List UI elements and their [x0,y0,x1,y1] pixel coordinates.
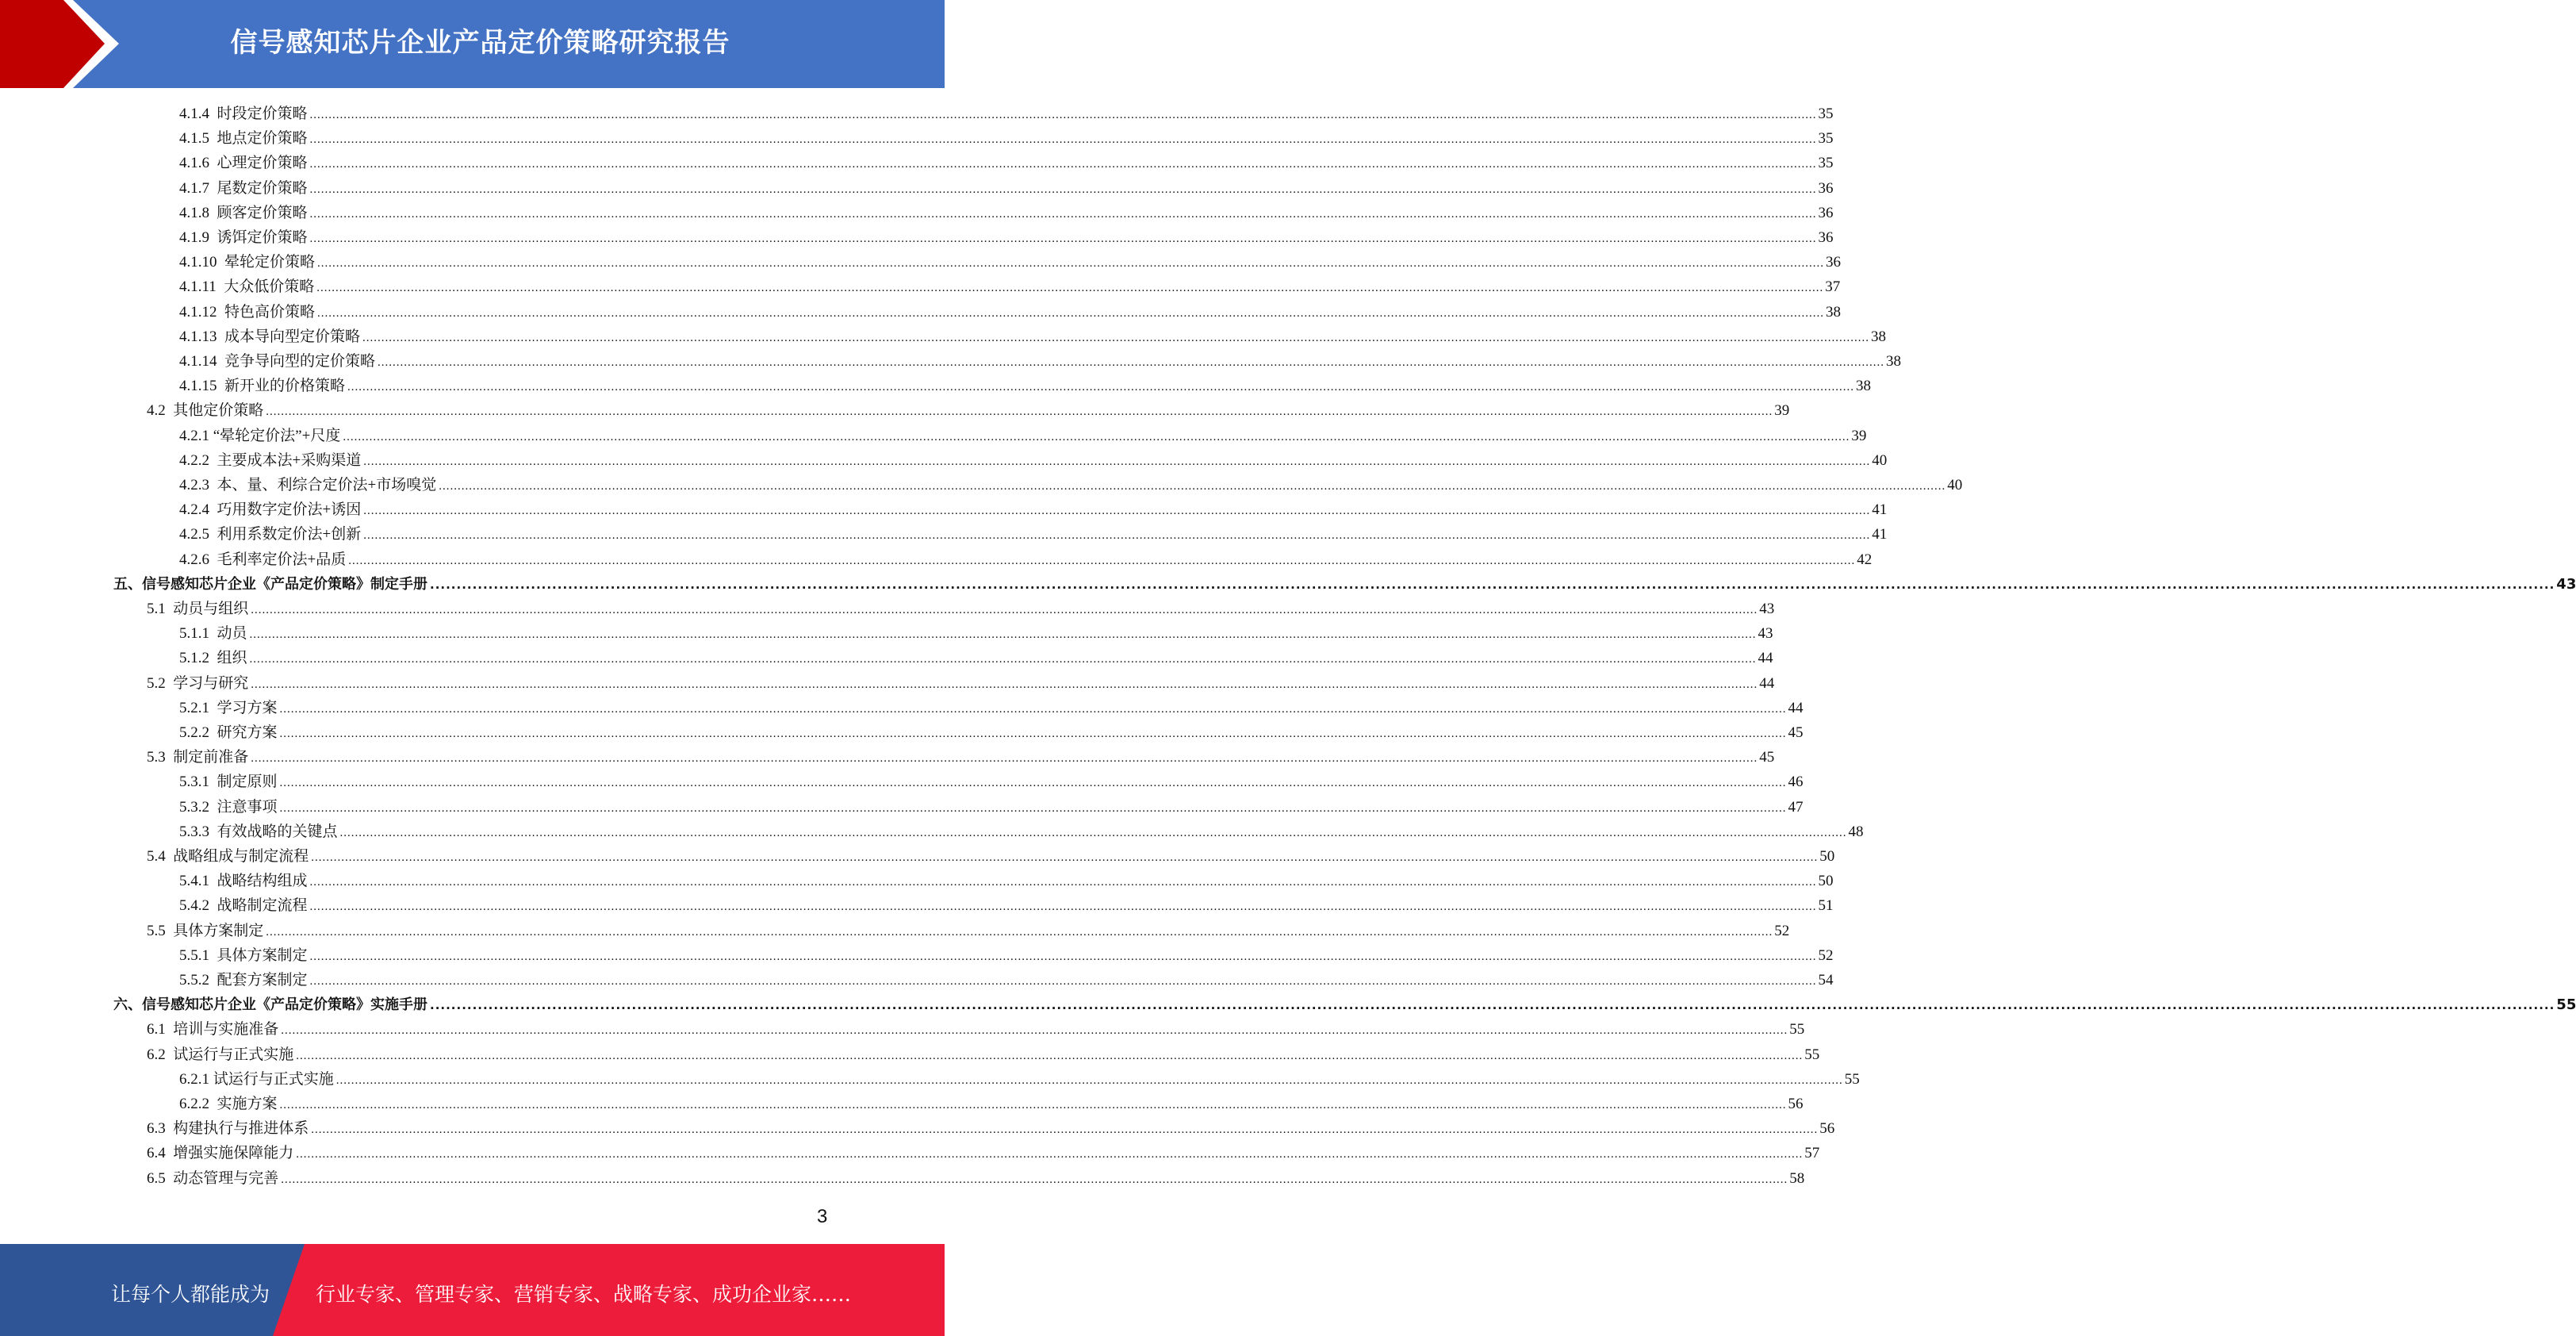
toc-entry[interactable] [147,1116,1835,1141]
toc-entry[interactable] [179,176,1834,201]
toc-leader-dots: ................................................................................................................................................................................................................................................................................................................................................................................................................ [309,208,1817,221]
toc-entry-page: 57 [1804,1145,1820,1161]
toc-entry-label: 5.5.2 配套方案制定 [179,972,308,989]
toc-entry[interactable] [147,844,1835,869]
toc-entry[interactable] [147,597,1775,621]
toc-entry-label: 4.1.13 成本导向型定价策略 [179,328,361,345]
toc-entry[interactable] [179,448,1888,473]
toc-entry[interactable] [147,398,1790,423]
toc-entry[interactable] [179,473,1963,497]
toc-entry-label: 5.3.3 有效战略的关键点 [179,823,338,840]
toc-leader-dots: ................................................................................................................................................................................................................................................................................................................................................................................................................ [279,728,1787,740]
toc-leader-dots: ................................................................................................................................................................................................................................................................................................................................................................................................................ [279,777,1787,789]
toc-leader-dots: ................................................................................................................................................................................................................................................................................................................................................................................................................ [430,578,2555,592]
toc-entry[interactable] [179,349,1902,374]
footer-slogan-right: 行业专家、管理专家、营销专家、战略专家、成功企业家…… [316,1283,852,1306]
toc-leader-dots: ................................................................................................................................................................................................................................................................................................................................................................................................................ [279,1099,1787,1111]
toc-entry-label: 5.1 动员与组织 [147,601,249,617]
toc-entry[interactable] [179,151,1834,175]
toc-entry-label: 4.2 其他定价策略 [147,402,264,419]
toc-entry-page: 44 [1758,650,1773,666]
toc-entry[interactable] [147,1166,1805,1191]
report-title: 信号感知芯片企业产品定价策略研究报告 [230,27,730,59]
toc-entry[interactable] [179,720,1804,745]
toc-leader-dots: ................................................................................................................................................................................................................................................................................................................................................................................................................ [251,752,1758,765]
toc-entry[interactable] [179,497,1888,522]
toc-entry-page: 39 [1774,402,1790,419]
toc-entry-page: 40 [1872,452,1888,469]
toc-leader-dots: ................................................................................................................................................................................................................................................................................................................................................................................................................ [316,282,1824,294]
toc-leader-dots: ................................................................................................................................................................................................................................................................................................................................................................................................................ [309,950,1817,963]
toc-entry[interactable] [179,126,1834,151]
toc-entry-label: 5.2.1 学习方案 [179,700,278,716]
toc-entry-page: 55 [1844,1071,1860,1088]
toc-entry[interactable] [179,820,1864,844]
toc-entry[interactable] [179,869,1834,893]
toc-entry-page: 55 [1804,1046,1820,1063]
toc-entry-label: 4.1.4 时段定价策略 [179,106,308,122]
toc-entry-page: 36 [1826,254,1842,271]
toc-entry-label: 5.3.2 注意事项 [179,799,278,816]
page-header [0,0,945,88]
toc-leader-dots: ................................................................................................................................................................................................................................................................................................................................................................................................................ [249,628,1757,641]
toc-entry-label: 4.2.2 主要成本法+采购渠道 [179,452,362,469]
toc-leader-dots: ................................................................................................................................................................................................................................................................................................................................................................................................................ [439,480,1946,493]
toc-entry-label: 4.1.15 新开业的价格策略 [179,378,346,394]
toc-leader-dots: ................................................................................................................................................................................................................................................................................................................................................................................................................ [309,876,1817,889]
toc-entry-label: 5.3 制定前准备 [147,749,249,766]
toc-leader-dots: ................................................................................................................................................................................................................................................................................................................................................................................................................ [311,1123,1819,1136]
toc-leader-dots: ................................................................................................................................................................................................................................................................................................................................................................................................................ [266,926,1773,939]
toc-entry-page: 55 [2556,996,2576,1013]
toc-entry-label: 4.1.8 顾客定价策略 [179,205,308,221]
toc-entry-page: 38 [1871,328,1887,345]
toc-entry[interactable] [147,919,1790,943]
toc-entry-page: 36 [1818,180,1834,197]
toc-leader-dots: ................................................................................................................................................................................................................................................................................................................................................................................................................ [309,232,1817,245]
toc-leader-dots: ................................................................................................................................................................................................................................................................................................................................................................................................................ [281,1024,1788,1037]
toc-entry-page: 56 [1819,1120,1835,1137]
toc-entry-page: 35 [1818,106,1834,122]
toc-entry-page: 38 [1886,353,1902,370]
toc-leader-dots: ................................................................................................................................................................................................................................................................................................................................................................................................................ [309,183,1817,196]
toc-entry[interactable] [179,274,1841,299]
toc-leader-dots: ................................................................................................................................................................................................................................................................................................................................................................................................................ [309,900,1817,913]
toc-leader-dots: ................................................................................................................................................................................................................................................................................................................................................................................................................ [363,455,1871,468]
toc-entry[interactable] [179,621,1773,646]
toc-entry-page: 51 [1818,897,1834,914]
toc-entry-page: 43 [1759,601,1775,617]
toc-leader-dots: ................................................................................................................................................................................................................................................................................................................................................................................................................ [251,604,1758,616]
toc-entry-page: 36 [1818,229,1834,246]
toc-leader-dots: ................................................................................................................................................................................................................................................................................................................................................................................................................ [362,332,1870,344]
toc-entry-label: 6.5 动态管理与完善 [147,1170,279,1187]
toc-entry-page: 35 [1818,130,1834,147]
toc-entry-label: 5.4.1 战略结构组成 [179,873,308,889]
toc-entry[interactable] [179,250,1842,274]
toc-entry-page: 43 [2556,576,2576,593]
toc-entry-label: 4.1.11 大众低价策略 [179,278,315,295]
toc-entry-page: 44 [1759,675,1775,692]
toc-entry-label: 4.2.6 毛利率定价法+品质 [179,551,347,568]
toc-leader-dots: ................................................................................................................................................................................................................................................................................................................................................................................................................ [363,529,1871,542]
toc-entry-page: 35 [1818,155,1834,171]
toc-leader-dots: ................................................................................................................................................................................................................................................................................................................................................................................................................ [317,257,1825,270]
toc-leader-dots: ................................................................................................................................................................................................................................................................................................................................................................................................................ [266,405,1773,418]
toc-leader-dots: ................................................................................................................................................................................................................................................................................................................................................................................................................ [363,505,1871,517]
toc-entry-label: 5.5.1 具体方案制定 [179,947,308,964]
toc-entry-page: 41 [1872,526,1888,543]
toc-entry[interactable] [179,943,1834,968]
footer-slogan-left: 让每个人都能成为 [111,1283,270,1306]
toc-entry-page: 36 [1818,205,1834,221]
toc-leader-dots: ................................................................................................................................................................................................................................................................................................................................................................................................................ [249,653,1757,666]
toc-entry-label: 5.5 具体方案制定 [147,923,264,939]
toc-leader-dots: ................................................................................................................................................................................................................................................................................................................................................................................................................ [309,133,1817,146]
toc-entry[interactable] [179,102,1834,126]
toc-entry-page: 55 [1789,1021,1805,1038]
toc-entry-label: 5.1.1 动员 [179,625,247,642]
toc-entry[interactable] [179,770,1804,794]
toc-entry-label: 6.1 培训与实施准备 [147,1021,279,1038]
toc-entry-page: 47 [1788,799,1804,816]
toc-entry[interactable] [179,893,1834,918]
toc-entry-page: 56 [1788,1096,1804,1112]
toc-entry[interactable] [179,1067,1860,1092]
toc-leader-dots: ................................................................................................................................................................................................................................................................................................................................................................................................................ [343,431,1850,443]
toc-entry-page: 40 [1947,477,1963,493]
toc-entry-label: 4.1.7 尾数定价策略 [179,180,308,197]
toc-entry-label: 4.1.9 诱饵定价策略 [179,229,308,246]
toc-entry[interactable] [179,522,1888,547]
toc-entry[interactable] [179,696,1804,720]
toc-entry-label: 4.1.10 晕轮定价策略 [179,254,316,271]
toc-entry-label: 4.1.12 特色高价策略 [179,304,316,321]
toc-entry-page: 48 [1848,823,1864,840]
toc-entry-page: 37 [1825,278,1841,295]
toc-entry-page: 41 [1872,501,1888,518]
toc-entry-label: 5.1.2 组织 [179,650,247,666]
toc-leader-dots: ................................................................................................................................................................................................................................................................................................................................................................................................................ [335,1074,1843,1087]
toc-entry-label: 6.2.2 实施方案 [179,1096,278,1112]
toc-entry-page: 45 [1759,749,1775,766]
toc-entry-label: 5.2.2 研究方案 [179,724,278,741]
toc-entry-page: 38 [1826,304,1842,321]
toc-entry[interactable] [179,201,1834,225]
toc-leader-dots: ................................................................................................................................................................................................................................................................................................................................................................................................................ [251,678,1758,691]
toc-entry-label: 4.1.6 心理定价策略 [179,155,308,171]
toc-entry-label: 五、信号感知芯片企业《产品定价策略》制定手册 [113,576,427,593]
toc-leader-dots: ................................................................................................................................................................................................................................................................................................................................................................................................................ [311,851,1819,864]
toc-entry-label: 4.1.5 地点定价策略 [179,130,308,147]
toc-leader-dots: ................................................................................................................................................................................................................................................................................................................................................................................................................ [348,555,1856,567]
toc-entry[interactable] [179,547,1873,572]
toc-leader-dots: ................................................................................................................................................................................................................................................................................................................................................................................................................ [309,109,1817,121]
toc-entry-label: 5.3.1 制定原则 [179,774,278,790]
toc-entry[interactable] [179,225,1834,250]
toc-entry-page: 39 [1851,428,1867,444]
toc-entry[interactable] [179,300,1842,324]
toc-entry-page: 42 [1857,551,1873,568]
toc-entry[interactable] [179,1092,1804,1116]
toc-entry-page: 54 [1818,972,1834,989]
toc-entry-label: 6.2.1 试运行与正式实施 [179,1071,334,1088]
toc-entry-label: 六、信号感知芯片企业《产品定价策略》实施手册 [113,996,427,1013]
toc-leader-dots: ................................................................................................................................................................................................................................................................................................................................................................................................................ [281,1173,1788,1186]
toc-leader-dots: ................................................................................................................................................................................................................................................................................................................................................................................................................ [296,1050,1804,1062]
toc-entry-label: 5.2 学习与研究 [147,675,249,692]
toc-entry-label: 6.4 增强实施保障能力 [147,1145,294,1161]
toc-entry[interactable] [179,646,1773,670]
page-footer [0,1244,945,1336]
toc-leader-dots: ................................................................................................................................................................................................................................................................................................................................................................................................................ [279,802,1787,815]
toc-entry[interactable] [179,968,1834,992]
toc-entry-page: 45 [1788,724,1804,741]
toc-entry-label: 6.3 构建执行与推进体系 [147,1120,309,1137]
toc-leader-dots: ................................................................................................................................................................................................................................................................................................................................................................................................................ [279,703,1787,716]
toc-leader-dots: ................................................................................................................................................................................................................................................................................................................................................................................................................ [339,827,1847,839]
toc-entry-page: 44 [1788,700,1804,716]
toc-entry-label: 4.1.14 竞争导向型的定价策略 [179,353,376,370]
toc-entry-label: 5.4 战略组成与制定流程 [147,848,309,865]
toc-leader-dots: ................................................................................................................................................................................................................................................................................................................................................................................................................ [347,381,1855,394]
page-number: 3 [817,1206,828,1227]
toc-leader-dots: ................................................................................................................................................................................................................................................................................................................................................................................................................ [317,307,1825,320]
toc-entry[interactable] [179,374,1872,398]
toc-entry[interactable] [113,572,2576,597]
toc-leader-dots: ................................................................................................................................................................................................................................................................................................................................................................................................................ [296,1148,1804,1161]
toc-entry-page: 46 [1788,774,1804,790]
toc-entry-page: 58 [1789,1170,1805,1187]
toc-entry-label: 4.2.4 巧用数字定价法+诱因 [179,501,362,518]
toc-entry[interactable] [179,424,1867,448]
toc-entry[interactable] [147,1042,1820,1067]
toc-leader-dots: ................................................................................................................................................................................................................................................................................................................................................................................................................ [309,975,1817,988]
toc-entry[interactable] [147,671,1775,696]
toc-entry-label: 4.2.1 “晕轮定价法”+尺度 [179,428,341,444]
toc-entry-page: 52 [1818,947,1834,964]
toc-entry[interactable] [147,1141,1820,1165]
toc-entry-label: 5.4.2 战略制定流程 [179,897,308,914]
toc-entry-label: 4.2.3 本、量、利综合定价法+市场嗅觉 [179,477,437,493]
toc-entry-page: 50 [1818,873,1834,889]
toc-entry-label: 4.2.5 利用系数定价法+创新 [179,526,362,543]
toc-entry-page: 38 [1856,378,1872,394]
toc-leader-dots: ................................................................................................................................................................................................................................................................................................................................................................................................................ [378,356,1885,369]
toc-entry-label: 6.2 试运行与正式实施 [147,1046,294,1063]
toc-leader-dots: ................................................................................................................................................................................................................................................................................................................................................................................................................ [430,998,2555,1012]
toc-entry-page: 43 [1758,625,1773,642]
toc-entry[interactable] [179,795,1804,820]
toc-entry[interactable] [147,745,1775,770]
toc-entry[interactable] [147,1017,1805,1042]
toc-entry[interactable] [113,992,2576,1017]
toc-leader-dots: ................................................................................................................................................................................................................................................................................................................................................................................................................ [309,158,1817,171]
toc-entry-page: 50 [1819,848,1835,865]
toc-entry-page: 52 [1774,923,1790,939]
toc-entry[interactable] [179,324,1887,349]
